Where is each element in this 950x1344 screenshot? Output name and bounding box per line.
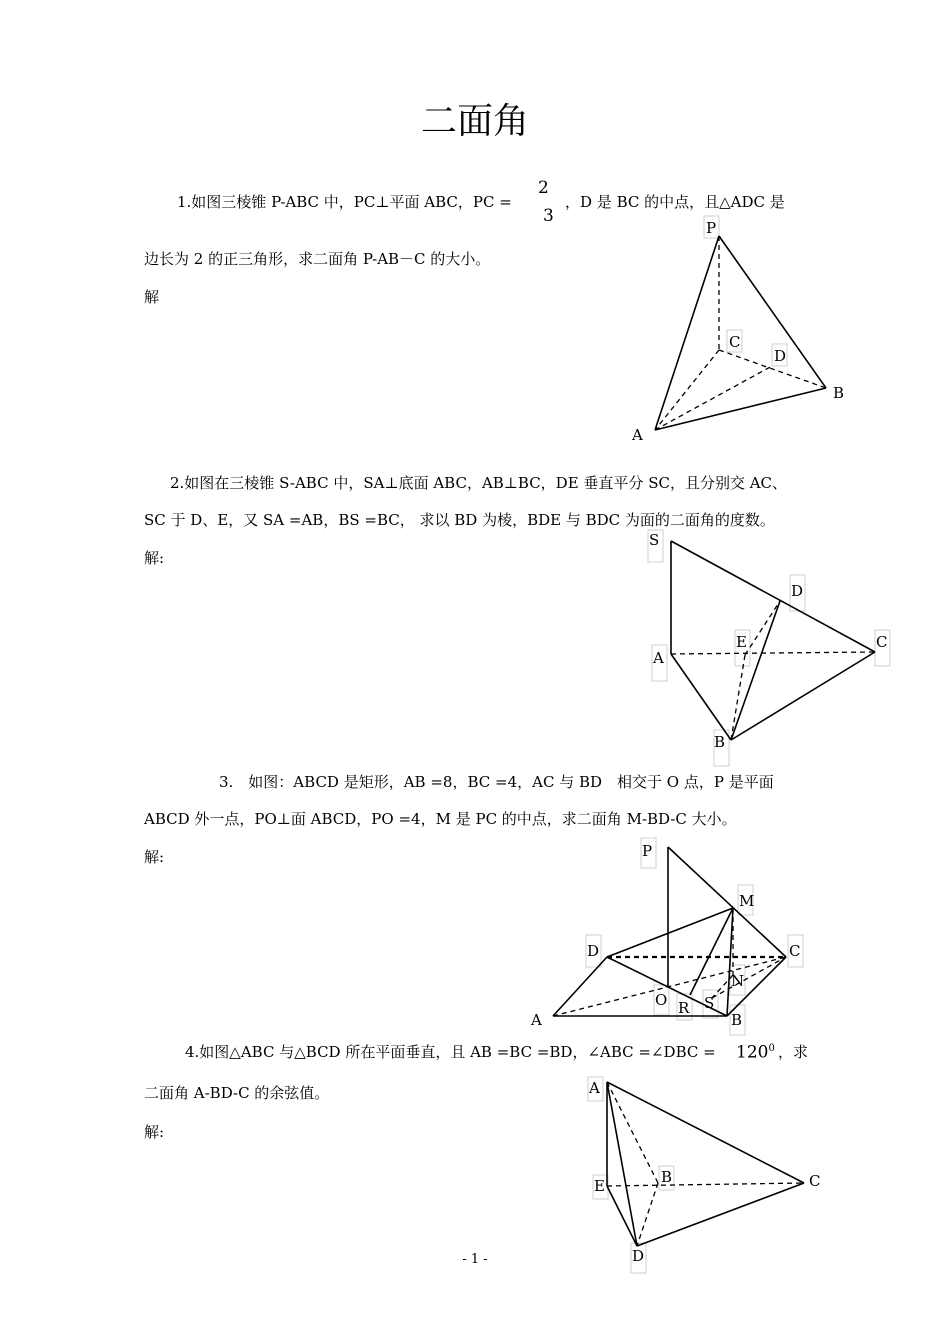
point-label-O: O <box>655 991 668 1009</box>
point-label-A: A <box>589 1079 600 1097</box>
problem-3-line-2: ABCD 外一点，PO⊥面 ABCD，PO =4，M 是 PC 的中点，求二面角 M-BD-C 大小。 <box>144 810 737 828</box>
point-label-D: D <box>632 1247 645 1265</box>
edge-DC <box>637 1183 804 1246</box>
point-label-C: C <box>789 942 801 960</box>
edge-BD <box>637 1183 658 1246</box>
edge-AD <box>553 957 607 1016</box>
point-label-E: E <box>736 633 747 651</box>
point-label-A: A <box>653 649 664 667</box>
problem-2-line-2: SC 于 D、E，又 SA =AB，BS =BC， 求以 BD 为棱，BDE 与 BDC 为面的二面角的度数。 <box>144 511 775 529</box>
edge-AC <box>671 652 875 654</box>
edge-BE <box>731 601 780 740</box>
point-label-S: S <box>704 994 715 1012</box>
point-label-A: A <box>531 1011 542 1029</box>
point-label-B: B <box>833 384 845 402</box>
edge-SC <box>671 541 875 652</box>
point-label-B: B <box>661 1168 673 1186</box>
problem-1-frac-den: 3 <box>543 206 554 226</box>
page-number: - 1 - <box>462 1252 488 1267</box>
problem-4-line-2: 二面角 A-BD-C 的余弦值。 <box>144 1084 330 1102</box>
edge-SC <box>712 957 786 998</box>
edge-MB <box>727 908 733 1016</box>
edge-CA <box>655 350 719 430</box>
point-label-N: N <box>731 972 745 990</box>
edge-PC <box>668 847 786 957</box>
problem-4-angle-value: 120 <box>736 1042 769 1063</box>
problem-3-line-1: 3. 如图：ABCD 是矩形，AB =8，BC =4，AC 与 BD 相交于 O 点，P 是平面 <box>219 773 774 791</box>
point-label-R: R <box>678 999 690 1017</box>
problem-3-answer-label: 解: <box>144 848 165 866</box>
edge-AB <box>671 654 731 740</box>
problem-1-line-1b: ，D 是 BC 的中点，且△ADC 是 <box>565 193 785 211</box>
point-label-C: C <box>876 633 888 651</box>
problem-2-line-1: 2.如图在三棱锥 S-ABC 中，SA⊥底面 ABC，AB⊥BC，DE 垂直平分 SC，且分别交 AC、 <box>170 474 788 492</box>
problem-1-answer-label: 解 <box>144 288 160 306</box>
edge-EC <box>607 1183 804 1186</box>
point-label-P: P <box>706 219 717 237</box>
problem-4-angle-degree: 0 <box>768 1043 775 1054</box>
problem-2-answer-label: 解: <box>144 549 165 567</box>
edge-ED <box>607 1186 637 1246</box>
problem-4-line-1a: 4.如图△ABC 与△BCD 所在平面垂直，且 AB =BC =BD，∠ABC =∠DBC = <box>185 1043 716 1061</box>
point-label-M: M <box>739 892 755 910</box>
edge-PA <box>655 236 719 430</box>
page-title: 二面角 <box>420 101 529 142</box>
point-label-D: D <box>774 347 787 365</box>
point-label-B: B <box>714 733 726 751</box>
point-label-A: A <box>632 426 643 444</box>
edge-BC <box>731 652 875 740</box>
point-label-C: C <box>809 1172 821 1190</box>
edge-DE <box>745 601 780 655</box>
problem-1-line-2: 边长为 2 的正三角形，求二面角 P-AB－C 的大小。 <box>144 250 491 268</box>
edge-AD <box>607 1082 637 1246</box>
point-label-B: B <box>731 1011 743 1029</box>
edge-AB <box>655 388 826 430</box>
point-label-S: S <box>649 531 660 549</box>
edge-DM <box>607 908 733 957</box>
problem-1-line-1a: 1.如图三棱锥 P-ABC 中，PC⊥平面 ABC，PC = <box>177 193 512 211</box>
point-label-P: P <box>642 842 653 860</box>
point-label-E: E <box>594 1177 605 1195</box>
problem-4-line-1b: ，求 <box>778 1043 809 1061</box>
problem-4-answer-label: 解: <box>144 1123 165 1141</box>
point-label-D: D <box>587 942 600 960</box>
point-label-D: D <box>791 582 804 600</box>
problem-1-frac-num: 2 <box>538 178 549 198</box>
edge-BD <box>731 655 745 740</box>
edge-AB <box>607 1082 658 1183</box>
edge-AC <box>607 1082 804 1183</box>
point-label-C: C <box>729 333 741 351</box>
problem-4-angle <box>736 1040 775 1062</box>
